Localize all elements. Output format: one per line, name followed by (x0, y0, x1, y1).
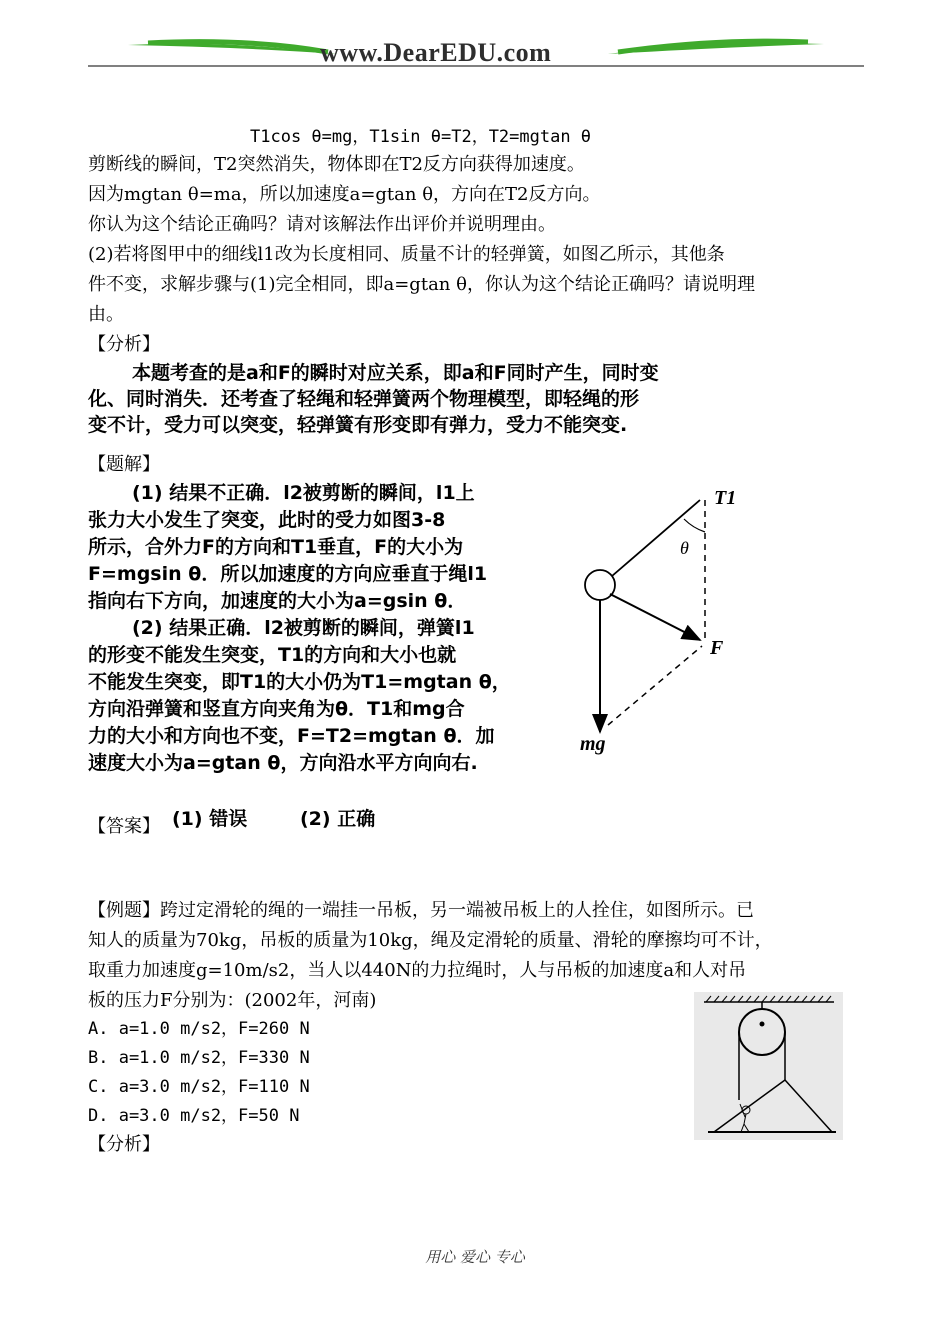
pulley-wheel (739, 1009, 785, 1055)
analysis-text: 本题考查的是a和F的瞬时对应关系，即a和F同时产生，同时变 (132, 362, 659, 384)
example-analysis-heading: 【分析】 (88, 1134, 160, 1155)
option-item: D. a=3.0 m/s2，F=50 N (88, 1106, 300, 1126)
example-line: 板的压力F分别为：(2002年，河南) (88, 990, 377, 1011)
analysis-heading: 【分析】 (88, 334, 160, 355)
problem-line: 由。 (88, 304, 124, 325)
page-footer: 用心 爱心 专心 (425, 1248, 525, 1266)
label-t1: T1 (714, 487, 737, 509)
solution-line: (1) 结果不正确．l2被剪断的瞬间，l1上 (132, 482, 475, 504)
equation-line: T1cos θ=mg，T1sin θ=T2，T2=mgtan θ (250, 127, 592, 147)
solution-line: 所示，合外力F的方向和T1垂直，F的大小为 (88, 536, 464, 558)
option-item: C. a=3.0 m/s2，F=110 N (88, 1077, 310, 1097)
problem-line: 剪断线的瞬间，T2突然消失，物体即在T2反方向获得加速度。 (88, 154, 585, 175)
example-line: 知人的质量为70kg，吊板的质量为10kg，绳及定滑轮的质量、滑轮的摩擦均可不计， (88, 930, 773, 951)
solution-line: (2) 结果正确．l2被剪断的瞬间，弹簧l1 (132, 617, 475, 639)
solution-line: 不能发生突变，即T1的大小仍为T1=mgtan θ， (88, 671, 511, 693)
solution-line: 力的大小和方向也不变，F=T2=mgtan θ．加 (88, 725, 495, 747)
solution-heading: 【题解】 (88, 454, 160, 475)
pulley-axle (760, 1022, 765, 1027)
label-theta: θ (680, 538, 689, 558)
solution-line: 指向右下方向，加速度的大小为a=gsin θ． (88, 590, 467, 612)
solution-line: 的形变不能发生突变，T1的方向和大小也就 (88, 644, 457, 666)
solution-line: F=mgsin θ．所以加速度的方向应垂直于绳l1 (88, 563, 488, 585)
analysis-text: 化、同时消失．还考查了轻绳和轻弹簧两个物理模型，即轻绳的形 (88, 388, 640, 410)
solution-line: 速度大小为a=gtan θ，方向沿水平方向向右. (88, 752, 478, 774)
parallelogram-dashed-line (608, 646, 702, 725)
force-diagram (560, 470, 780, 760)
problem-line: 件不变，求解步骤与(1)完全相同，即a=gtan θ，你认为这个结论正确吗？请说明理 (88, 274, 755, 295)
example-line: 取重力加速度g=10m/s2，当人以440N的力拉绳时，人与吊板的加速度a和人对吊 (88, 960, 747, 981)
problem-line: 因为mgtan θ=ma，所以加速度a=gtan θ，方向在T2反方向。 (88, 184, 601, 205)
label-mg: mg (580, 733, 606, 755)
ball-circle (585, 570, 615, 600)
solution-line: 方向沿弹簧和竖直方向夹角为θ．T1和mg合 (88, 698, 465, 720)
answer-heading: 【答案】 (88, 816, 160, 837)
problem-line: (2)若将图甲中的细线l1改为长度相同、质量不计的轻弹簧，如图乙所示，其他条 (88, 244, 725, 265)
force-f-arrow (610, 594, 700, 640)
answer-part1: (1) 错误 (172, 808, 248, 830)
example-line: 【例题】跨过定滑轮的绳的一端挂一吊板，另一端被吊板上的人拴住，如图所示。已 (88, 900, 754, 921)
solution-line: 张力大小发生了突变，此时的受力如图3-8 (88, 509, 446, 531)
label-f: F (710, 637, 724, 659)
pulley-figure (694, 992, 843, 1140)
angle-arc (684, 519, 705, 532)
problem-line: 你认为这个结论正确吗？请对该解法作出评价并说明理由。 (88, 214, 556, 235)
analysis-text: 变不计，受力可以突变，轻弹簧有形变即有弹力，受力不能突变. (88, 414, 628, 436)
option-item: A. a=1.0 m/s2，F=260 N (88, 1019, 310, 1039)
site-logo[interactable]: www.DearEDU.com (320, 38, 552, 67)
answer-part2: (2) 正确 (300, 808, 376, 830)
option-item: B. a=1.0 m/s2，F=330 N (88, 1048, 310, 1068)
